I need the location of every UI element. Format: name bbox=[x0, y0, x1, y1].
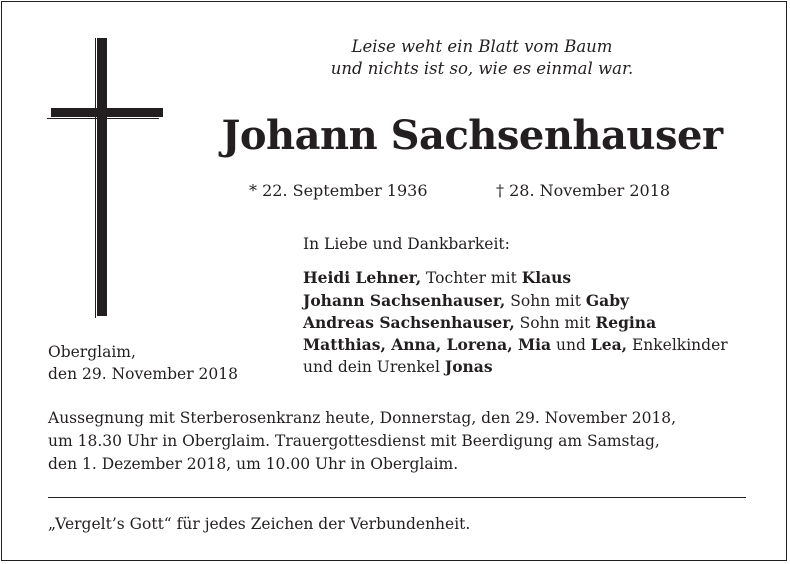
thanks-line: „Vergelt’s Gott“ für jedes Zeichen der Verbundenheit. bbox=[48, 515, 471, 533]
funeral-notice bbox=[48, 407, 750, 476]
mourner-name: Heidi Lehner, bbox=[303, 268, 422, 288]
mourner-name: Andreas Sachsenhauser, bbox=[303, 312, 515, 332]
funeral-line-2: um 18.30 Uhr in Oberglaim. Trauergottesdienst mit Beerdigung am Samstag, bbox=[48, 432, 660, 450]
grandchildren-label: Enkelkinder bbox=[627, 336, 728, 355]
mourner-line bbox=[303, 290, 728, 312]
motto bbox=[272, 36, 692, 80]
mourner-partner: Klaus bbox=[521, 268, 572, 288]
mourner-line bbox=[303, 312, 728, 334]
divider bbox=[48, 497, 746, 498]
mourner-name: Johann Sachsenhauser, bbox=[303, 290, 506, 310]
grandchildren-names: Matthias, Anna, Lorena, Mia bbox=[303, 335, 552, 355]
conjunction: und bbox=[551, 336, 591, 355]
notice-date: den 29. November 2018 bbox=[48, 365, 238, 384]
motto-line-2: und nichts ist so, wie es einmal war. bbox=[330, 59, 634, 78]
mourner-partner: Gaby bbox=[585, 290, 630, 310]
mourner-line bbox=[303, 267, 728, 289]
funeral-line-1: Aussegnung mit Sterberosenkranz heute, Donnerstag, den 29. November 2018, bbox=[48, 409, 677, 427]
cross-icon bbox=[47, 38, 163, 318]
place-date bbox=[48, 341, 238, 386]
grandchildren-line bbox=[303, 334, 728, 356]
birth-date: * 22. September 1936 bbox=[249, 181, 428, 200]
death-date: † 28. November 2018 bbox=[496, 181, 671, 200]
deceased-name: Johann Sachsenhauser bbox=[221, 112, 723, 159]
great-grandchild-line bbox=[303, 356, 728, 378]
mourner-partner: Regina bbox=[595, 312, 657, 332]
mourner-relation: Sohn mit bbox=[505, 291, 586, 310]
grandchild-name: Lea, bbox=[590, 335, 628, 355]
mourners-list bbox=[303, 233, 728, 379]
notice-frame bbox=[1, 1, 787, 561]
great-grandchild-label: und dein Urenkel bbox=[303, 358, 445, 377]
funeral-line-3: den 1. Dezember 2018, um 10.00 Uhr in Oberglaim. bbox=[48, 455, 459, 473]
motto-line-1: Leise weht ein Blatt vom Baum bbox=[351, 37, 613, 56]
mourner-relation: Sohn mit bbox=[514, 313, 596, 332]
great-grandchild-name: Jonas bbox=[444, 357, 493, 377]
mourner-relation: Tochter mit bbox=[421, 269, 522, 288]
place: Oberglaim, bbox=[48, 343, 136, 361]
mourners-intro: In Liebe und Dankbarkeit: bbox=[303, 235, 510, 253]
